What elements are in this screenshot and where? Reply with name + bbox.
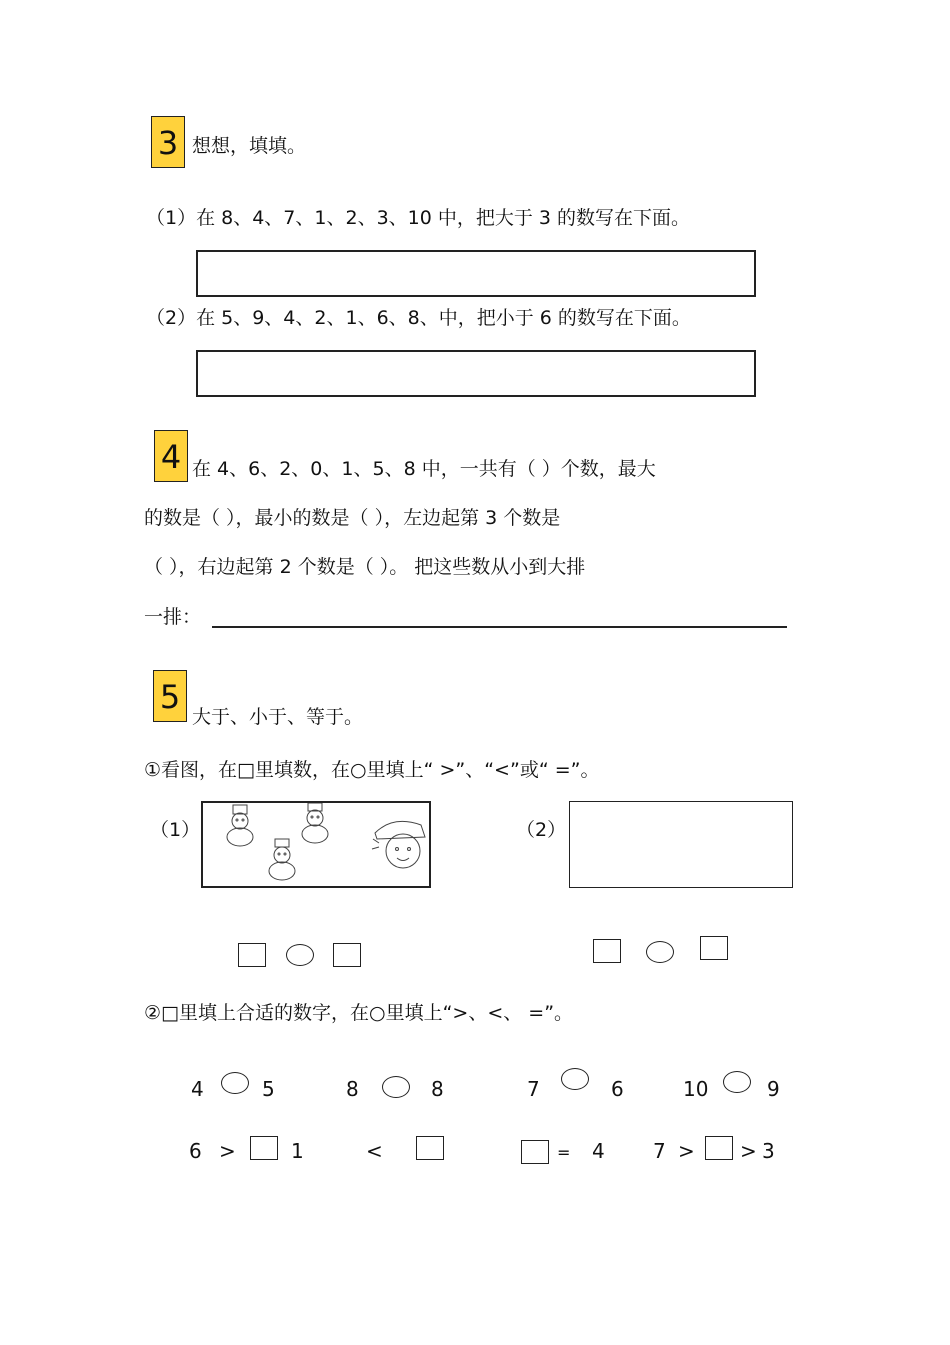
expr-operator: > [740, 1139, 757, 1163]
answer-square[interactable] [333, 943, 361, 967]
answer-square[interactable] [238, 943, 266, 967]
compare-right-number: 5 [262, 1077, 275, 1101]
expr-number: 3 [762, 1139, 775, 1163]
question-5-title: 大于、小于、等于。 [192, 706, 364, 728]
snowman-icon [227, 805, 253, 846]
answer-circle[interactable] [286, 944, 314, 966]
question-5-sub-1: ①看图，在□里填数，在○里填上“ >”、“<”或“ =”。 [144, 759, 600, 781]
expr-number: 4 [592, 1139, 605, 1163]
expr-number: 1 [291, 1139, 304, 1163]
snowman-icon [302, 803, 328, 843]
expr-operator: > [678, 1139, 695, 1163]
snowman-icon [269, 839, 295, 880]
expr-operator: = [557, 1143, 571, 1162]
expr-operator: < [366, 1139, 383, 1163]
child-face-icon [372, 821, 425, 868]
picture-2-label: （2） [516, 819, 567, 841]
compare-left-number: 8 [346, 1077, 359, 1101]
expr-number: 7 [653, 1139, 666, 1163]
answer-box-1[interactable] [196, 250, 756, 297]
answer-square[interactable] [700, 936, 728, 960]
picture-2-frame [569, 801, 793, 888]
compare-right-number: 6 [611, 1077, 624, 1101]
answer-circle[interactable] [561, 1068, 589, 1090]
snowmen-illustration [203, 803, 429, 886]
compare-left-number: 7 [527, 1077, 540, 1101]
answer-square[interactable] [593, 939, 621, 963]
answer-square[interactable] [705, 1136, 733, 1160]
picture-1-label: （1） [150, 819, 201, 841]
question-4-line-4: 一排： [144, 606, 202, 628]
question-5-badge: 5 [153, 670, 187, 722]
answer-square[interactable] [416, 1136, 444, 1160]
question-5-sub-2: ②□里填上合适的数字，在○里填上“>、<、 =”。 [144, 1002, 574, 1024]
answer-circle[interactable] [646, 941, 674, 963]
compare-left-number: 4 [191, 1077, 204, 1101]
expr-operator: > [219, 1139, 236, 1163]
answer-underline[interactable] [212, 626, 787, 628]
question-4-badge: 4 [154, 430, 188, 482]
answer-circle[interactable] [221, 1072, 249, 1094]
expr-number: 6 [189, 1139, 202, 1163]
picture-1-frame [201, 801, 431, 888]
compare-left-number: 10 [683, 1077, 709, 1101]
answer-circle[interactable] [382, 1076, 410, 1098]
question-3-part-2: （2）在 5、9、4、2、1、6、8、中，把小于 6 的数写在下面。 [146, 307, 691, 329]
answer-square[interactable] [250, 1136, 278, 1160]
compare-right-number: 8 [431, 1077, 444, 1101]
question-4-line-1: 在 4、6、2、0、1、5、8 中，一共有（ ）个数，最大 [192, 458, 656, 480]
answer-box-2[interactable] [196, 350, 756, 397]
question-3-part-1: （1）在 8、4、7、1、2、3、10 中，把大于 3 的数写在下面。 [146, 207, 691, 229]
question-4-line-2: 的数是（ ），最小的数是（ ），左边起第 3 个数是 [144, 507, 561, 529]
question-3-badge: 3 [151, 116, 185, 168]
question-3-title: 想想，填填。 [192, 135, 307, 157]
compare-right-number: 9 [767, 1077, 780, 1101]
answer-circle[interactable] [723, 1071, 751, 1093]
answer-square[interactable] [521, 1140, 549, 1164]
question-4-line-3: （ ），右边起第 2 个数是（ ）。 把这些数从小到大排 [144, 556, 586, 578]
